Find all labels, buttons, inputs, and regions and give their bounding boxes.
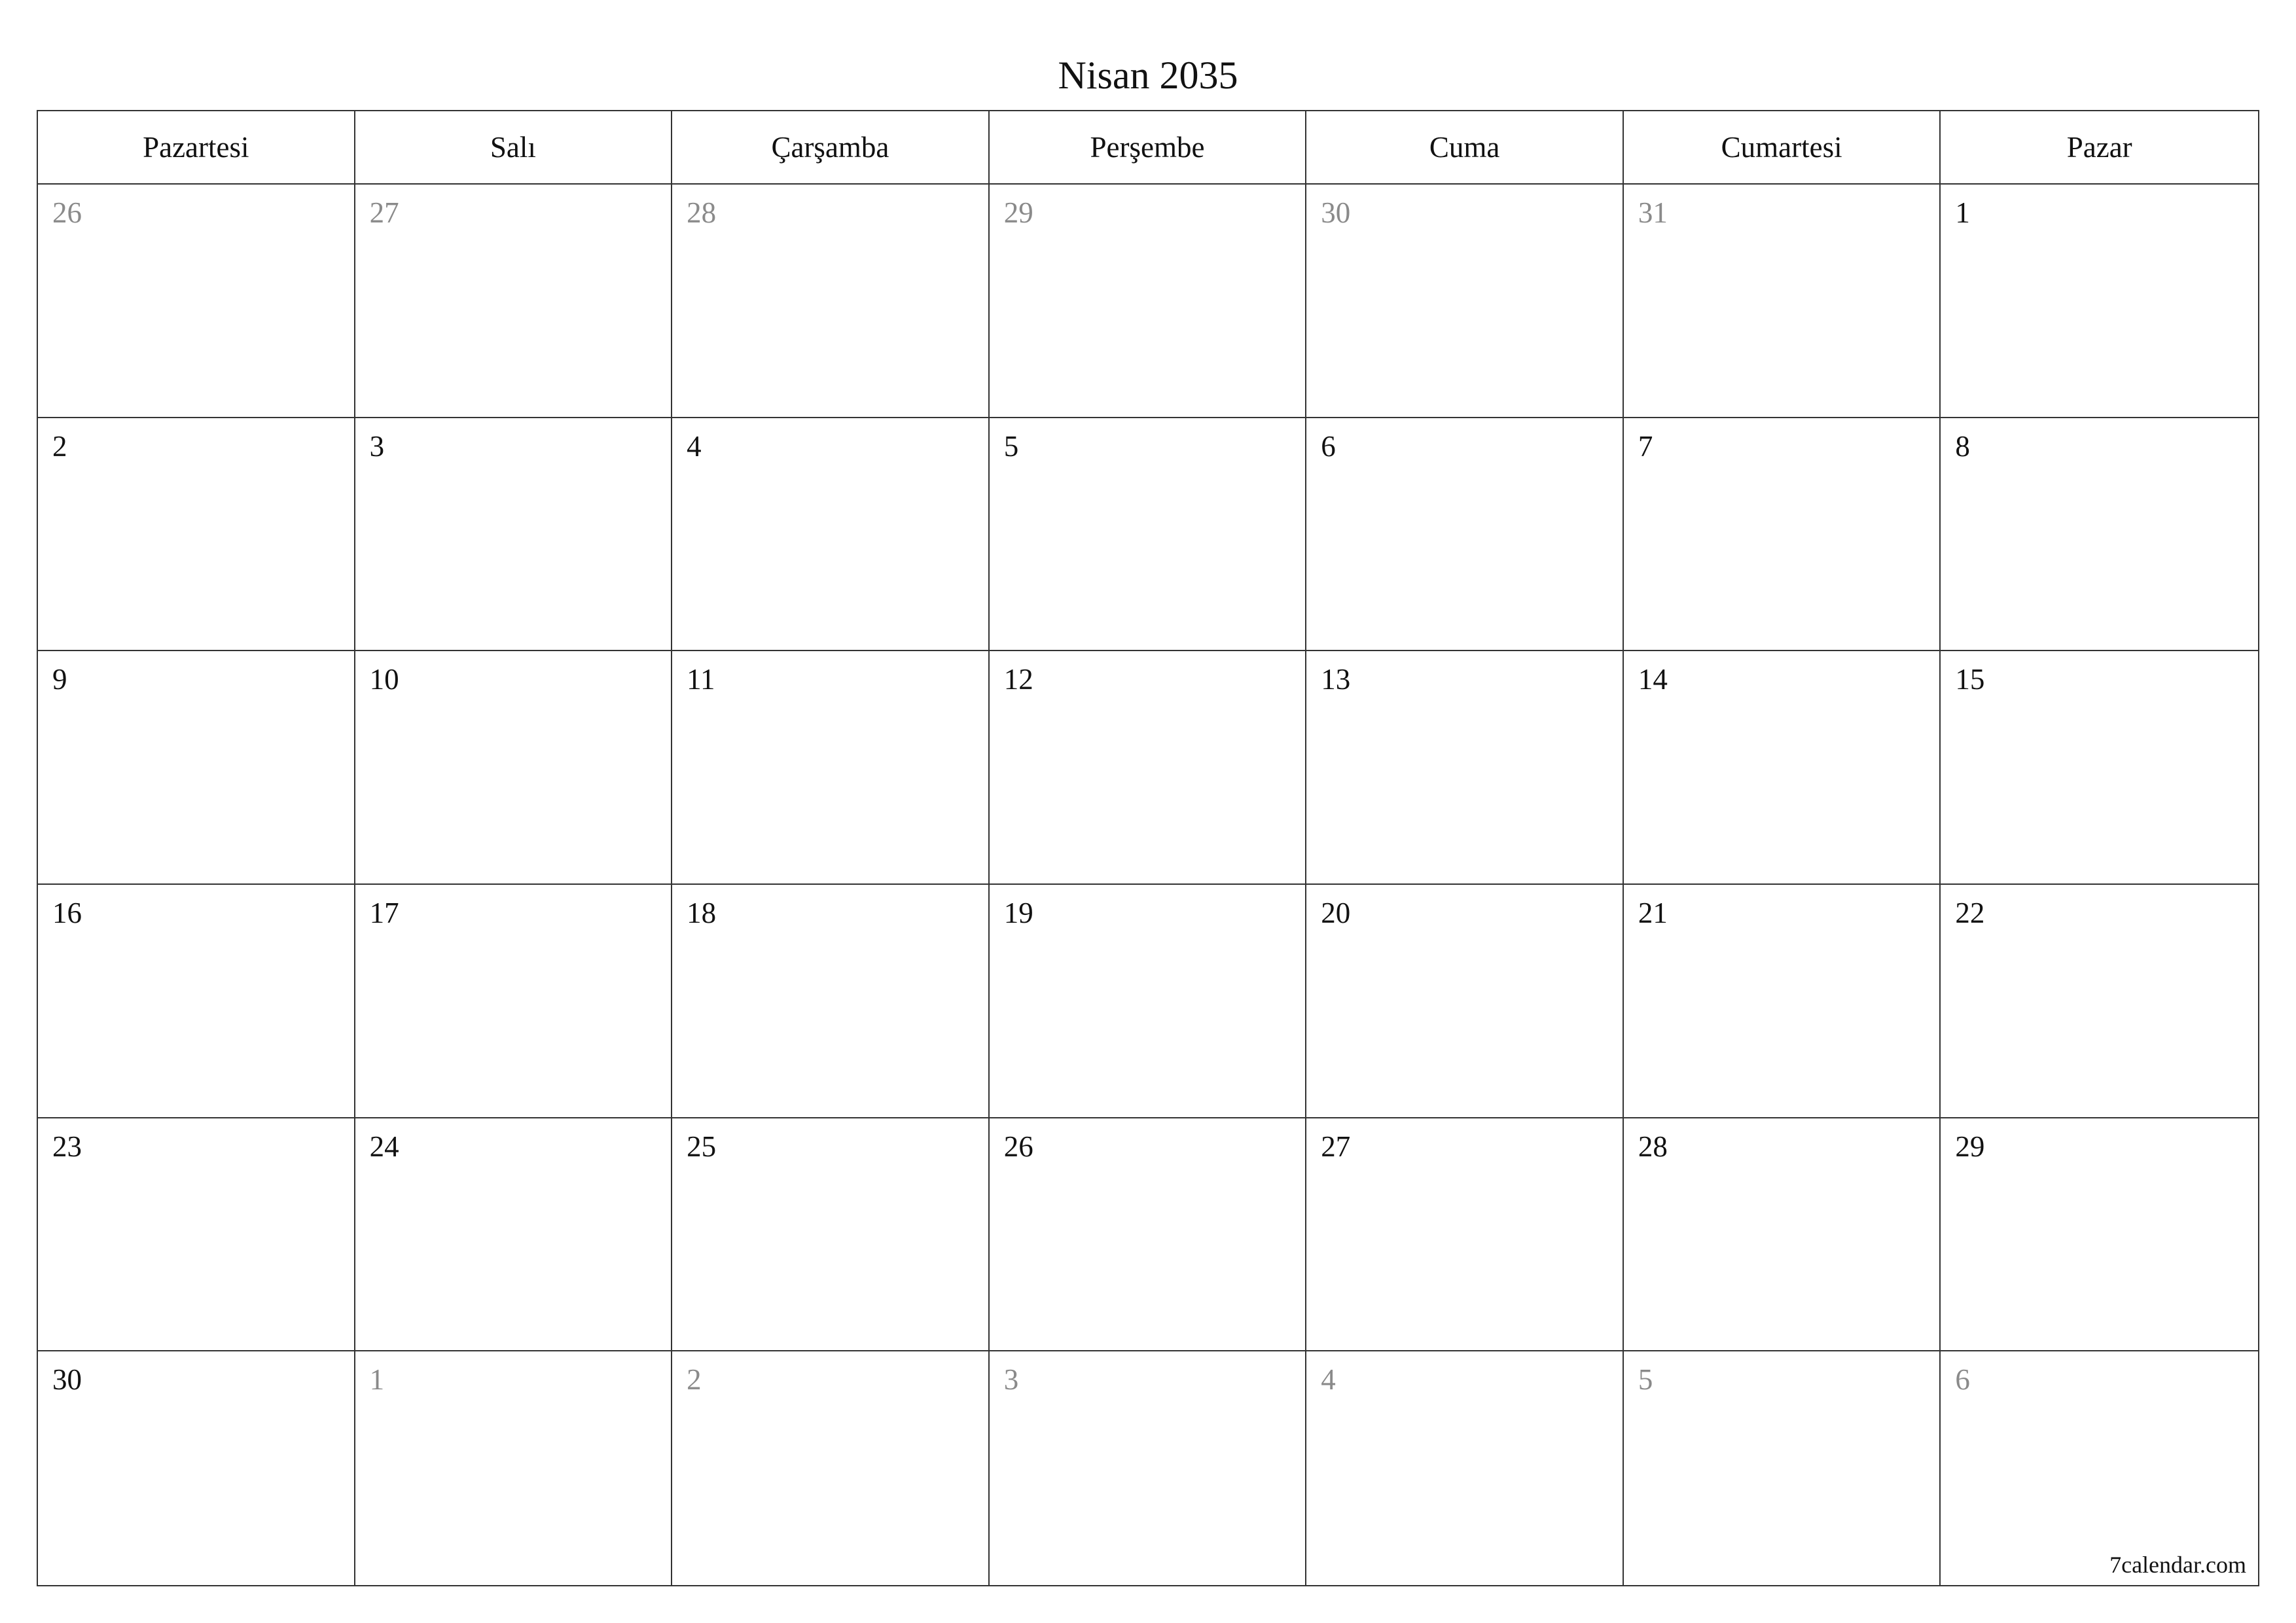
day-cell: [1624, 1118, 1941, 1352]
day-number: 26: [1003, 1130, 1033, 1163]
day-cell: [1306, 418, 1624, 652]
weekday-header: Salı: [355, 111, 673, 185]
day-number: 13: [1321, 663, 1351, 696]
day-cell: [1306, 1118, 1624, 1352]
day-number: 2: [52, 429, 67, 463]
day-cell: [990, 885, 1307, 1118]
day-number: 6: [1321, 429, 1336, 463]
day-number: 17: [369, 896, 399, 929]
credit-text: 7calendar.com: [2109, 1551, 2246, 1578]
day-number: 27: [1321, 1130, 1351, 1163]
day-cell: [1306, 885, 1624, 1118]
day-cell: [672, 1118, 990, 1352]
weekday-header: Pazar: [1941, 111, 2258, 185]
day-number: 23: [52, 1130, 82, 1163]
day-cell-outside-month: [990, 185, 1307, 418]
day-cell: [1306, 651, 1624, 885]
day-number: 18: [687, 896, 717, 929]
day-number: 25: [687, 1130, 717, 1163]
day-number: 20: [1321, 896, 1351, 929]
day-number: 27: [369, 196, 399, 229]
calendar-title: Nisan 2035: [1058, 54, 1238, 97]
day-number: 19: [1003, 896, 1033, 929]
day-number: 16: [52, 896, 82, 929]
day-cell-outside-month: [672, 185, 990, 418]
day-cell-outside-month: [1941, 1351, 2258, 1585]
day-number: 3: [369, 429, 385, 463]
day-number: 1: [1955, 196, 1970, 229]
weekday-header: Cumartesi: [1624, 111, 1941, 185]
day-cell: [672, 885, 990, 1118]
day-number: 7: [1638, 429, 1653, 463]
day-number: 30: [52, 1363, 82, 1397]
weekday-header: Pazartesi: [38, 111, 355, 185]
day-number: 11: [687, 663, 715, 696]
day-number: 28: [687, 196, 717, 229]
day-cell: [672, 418, 990, 652]
day-number: 12: [1003, 663, 1033, 696]
day-number: 5: [1638, 1363, 1653, 1397]
day-cell: [38, 1118, 355, 1352]
day-number: 4: [1321, 1363, 1336, 1397]
day-number: 10: [369, 663, 399, 696]
day-cell: [355, 885, 673, 1118]
day-number: 29: [1955, 1130, 1985, 1163]
day-cell-outside-month: [990, 1351, 1307, 1585]
day-number: 8: [1955, 429, 1970, 463]
day-number: 24: [369, 1130, 399, 1163]
day-cell: [990, 418, 1307, 652]
day-cell-outside-month: [355, 185, 673, 418]
day-cell-outside-month: [672, 1351, 990, 1585]
day-number: 28: [1638, 1130, 1668, 1163]
day-cell: [672, 651, 990, 885]
day-number: 26: [52, 196, 82, 229]
day-cell: [1624, 885, 1941, 1118]
day-cell: [38, 651, 355, 885]
day-cell: [1941, 418, 2258, 652]
day-cell-outside-month: [1624, 185, 1941, 418]
day-cell: [1624, 651, 1941, 885]
day-cell: [1941, 651, 2258, 885]
day-cell-outside-month: [355, 1351, 673, 1585]
day-cell: [1941, 185, 2258, 418]
day-cell: [38, 885, 355, 1118]
day-number: 4: [687, 429, 702, 463]
day-cell: [355, 651, 673, 885]
day-number: 3: [1003, 1363, 1019, 1397]
day-cell: [990, 1118, 1307, 1352]
weekday-header: Perşembe: [990, 111, 1307, 185]
day-number: 9: [52, 663, 67, 696]
day-cell-outside-month: [1306, 1351, 1624, 1585]
day-number: 1: [369, 1363, 385, 1397]
day-cell-outside-month: [1624, 1351, 1941, 1585]
day-number: 31: [1638, 196, 1668, 229]
calendar-grid: [37, 110, 2259, 1586]
day-cell-outside-month: [38, 185, 355, 418]
day-cell-outside-month: [1306, 185, 1624, 418]
day-cell: [38, 418, 355, 652]
day-number: 15: [1955, 663, 1985, 696]
day-number: 6: [1955, 1363, 1970, 1397]
day-cell: [355, 1118, 673, 1352]
day-number: 14: [1638, 663, 1668, 696]
day-cell: [355, 418, 673, 652]
day-cell: [990, 651, 1307, 885]
weekday-header: Çarşamba: [672, 111, 990, 185]
weekday-header: Cuma: [1306, 111, 1624, 185]
day-number: 5: [1003, 429, 1019, 463]
day-number: 21: [1638, 896, 1668, 929]
day-number: 22: [1955, 896, 1985, 929]
day-number: 29: [1003, 196, 1033, 229]
day-cell: [1941, 1118, 2258, 1352]
day-number: 2: [687, 1363, 702, 1397]
day-cell: [1941, 885, 2258, 1118]
day-number: 30: [1321, 196, 1351, 229]
day-cell: [1624, 418, 1941, 652]
day-cell: [38, 1351, 355, 1585]
